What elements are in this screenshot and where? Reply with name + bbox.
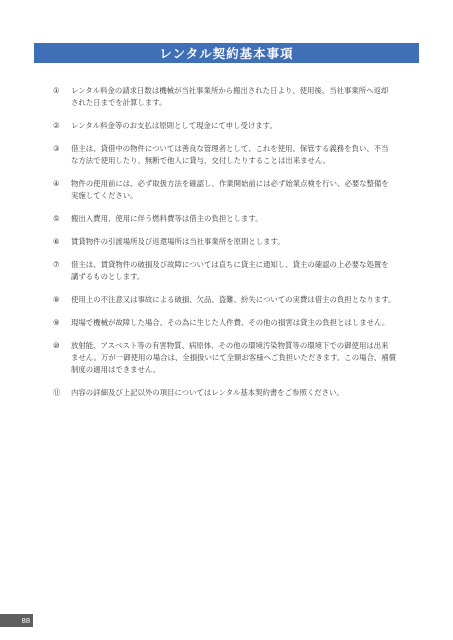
clause-number: ②	[53, 121, 60, 130]
clause-item	[53, 178, 423, 202]
clause-item	[53, 259, 423, 283]
clause-text: 放射能、アスベスト等の有害物質、病原体、その他の環境汚染物質等の環境下での御使用は出来 ません。万が一御使用の場合は、全損扱いにて全額お客様へご負担いただきます。この場合、補償 制度の適用はできません。	[71, 341, 397, 374]
clause-list	[53, 85, 423, 410]
clause-text: 使用上の不注意又は事故による破損、欠品、盗難、紛失についての実費は借主の負担となります。	[71, 295, 396, 304]
page-number-tab	[0, 614, 33, 627]
clause-number: ⑥	[53, 237, 60, 246]
clause-item	[53, 85, 423, 109]
clause-text: 賃貸物件の引渡場所及び返還場所は当社事業所を原則とします。	[71, 237, 285, 246]
clause-number: ③	[53, 144, 60, 153]
clause-text: 借主は、賃貸物件の破損及び故障については直ちに貸主に通知し、貸主の確認の上必要な処置を 講ずるものとします。	[71, 260, 389, 281]
clause-text: 現場で機械が故障した場合、その為に生じた人件費、その他の損害は貸主の負担とはしません。	[71, 318, 390, 327]
clause-number: ⑦	[53, 260, 60, 269]
clause-number: ⑩	[53, 341, 60, 350]
clause-number: ⑪	[53, 388, 61, 397]
clause-number: ⑧	[53, 295, 60, 304]
clause-text: レンタル料金の請求日数は機械が当社事業所から搬出された日より、使用後、当社事業所へ返却 された日までを計算します。	[71, 86, 389, 107]
clause-text: 借主は、貸借中の物件については善良な管理者として、これを使用、保管する義務を負い、不当 な方法で使用したり、無断で他人に貸与、交付したりすることは出来ません。	[71, 144, 389, 165]
clause-number: ①	[53, 86, 60, 95]
clause-number: ⑤	[53, 214, 60, 223]
clause-text: 内容の詳細及び上記以外の項目についてはレンタル基本契約書をご参照ください。	[71, 388, 344, 397]
clause-item	[53, 387, 423, 399]
page-title: レンタル契約基本事項	[159, 46, 294, 61]
clause-item	[53, 340, 423, 376]
clause-item	[53, 213, 423, 225]
clause-text: 搬出入費用、使用に伴う燃料費等は借主の負担とします。	[71, 214, 263, 223]
clause-item	[53, 143, 423, 167]
clause-number: ④	[53, 179, 60, 188]
clause-text: 物件の使用前には、必ず取扱方法を確認し、作業開始前には必ず始業点検を行い、必要な整備を 実施してください。	[71, 179, 389, 200]
section-title-bar	[34, 43, 419, 63]
clause-text: レンタル料金等のお支払は原則として現金にて申し受けます。	[71, 121, 277, 130]
page-number: 88	[21, 616, 30, 625]
clause-item	[53, 120, 423, 132]
clause-item	[53, 317, 423, 329]
clause-item	[53, 236, 423, 248]
clause-item	[53, 294, 423, 306]
clause-number: ⑨	[53, 318, 60, 327]
